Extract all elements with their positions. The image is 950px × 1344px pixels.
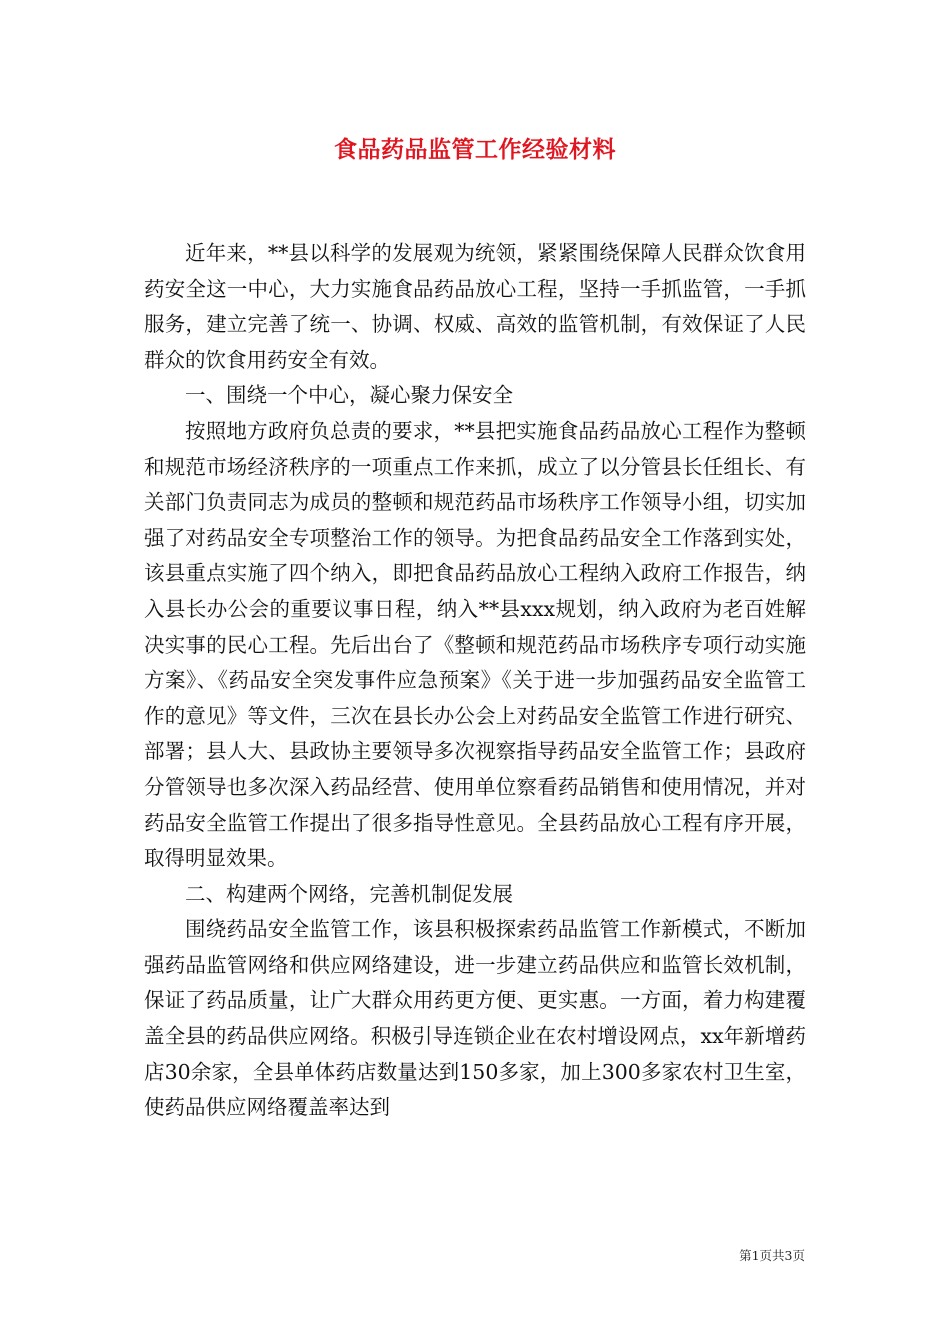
page-number: 第1页共3页 — [739, 1248, 805, 1263]
paragraph-intro: 近年来，**县以科学的发展观为统领，紧紧围绕保障人民群众饮食用药安全这一中心，大力实施食品药品放心工程，坚持一手抓监管，一手抓服务，建立完善了统一、协调、权威、高效的监管机制，有效保证了人民群众的饮食用药安全有效。 — [144, 241, 806, 372]
section-heading-2: 二、构建两个网络，完善机制促发展 — [185, 881, 513, 906]
document-body — [144, 236, 806, 1126]
paragraph-section-1: 按照地方政府负总责的要求，**县把实施食品药品放心工程作为整顿和规范市场经济秩序的一项重点工作来抓，成立了以分管县长任组长、有关部门负责同志为成员的整顿和规范药品市场秩序工作领导小组，切实加强了对药品安全专项整治工作的领导。为把食品药品安全工作落到实处，该县重点实施了四个纳入，即把食品药品放心工程纳入政府工作报告，纳入县长办公会的重要议事日程，纳入**县xxx规划，纳入政府为老百姓解决实事的民心工程。先后出台了《整顿和规范药品市场秩序专项行动实施方案》、《药品安全突发事件应急预案》《关于进一步加强药品安全监管工作的意见》等文件，三次在县长办公会上对药品安全监管工作进行研究、部署；县人大、县政协主要领导多次视察指导药品安全监管工作；县政府分管领导也多次深入药品经营、使用单位察看药品销售和使用情况，并对药品安全监管工作提出了很多指导性意见。全县药品放心工程有序开展，取得明显效果。 — [144, 418, 806, 871]
paragraph-section-2: 围绕药品安全监管工作，该县积极探索药品监管工作新模式，不断加强药品监管网络和供应网络建设，进一步建立药品供应和监管长效机制，保证了药品质量，让广大群众用药更方便、更实惠。一方面，着力构建覆盖全县的药品供应网络。积极引导连锁企业在农村增设网点，xx年新增药店30余家，全县单体药店数量达到150多家，加上300多家农村卫生室，使药品供应网络覆盖率达到 — [144, 917, 806, 1120]
section-heading-1: 一、围绕一个中心，凝心聚力保安全 — [185, 383, 513, 408]
document-title: 食品药品监管工作经验材料 — [334, 136, 616, 163]
